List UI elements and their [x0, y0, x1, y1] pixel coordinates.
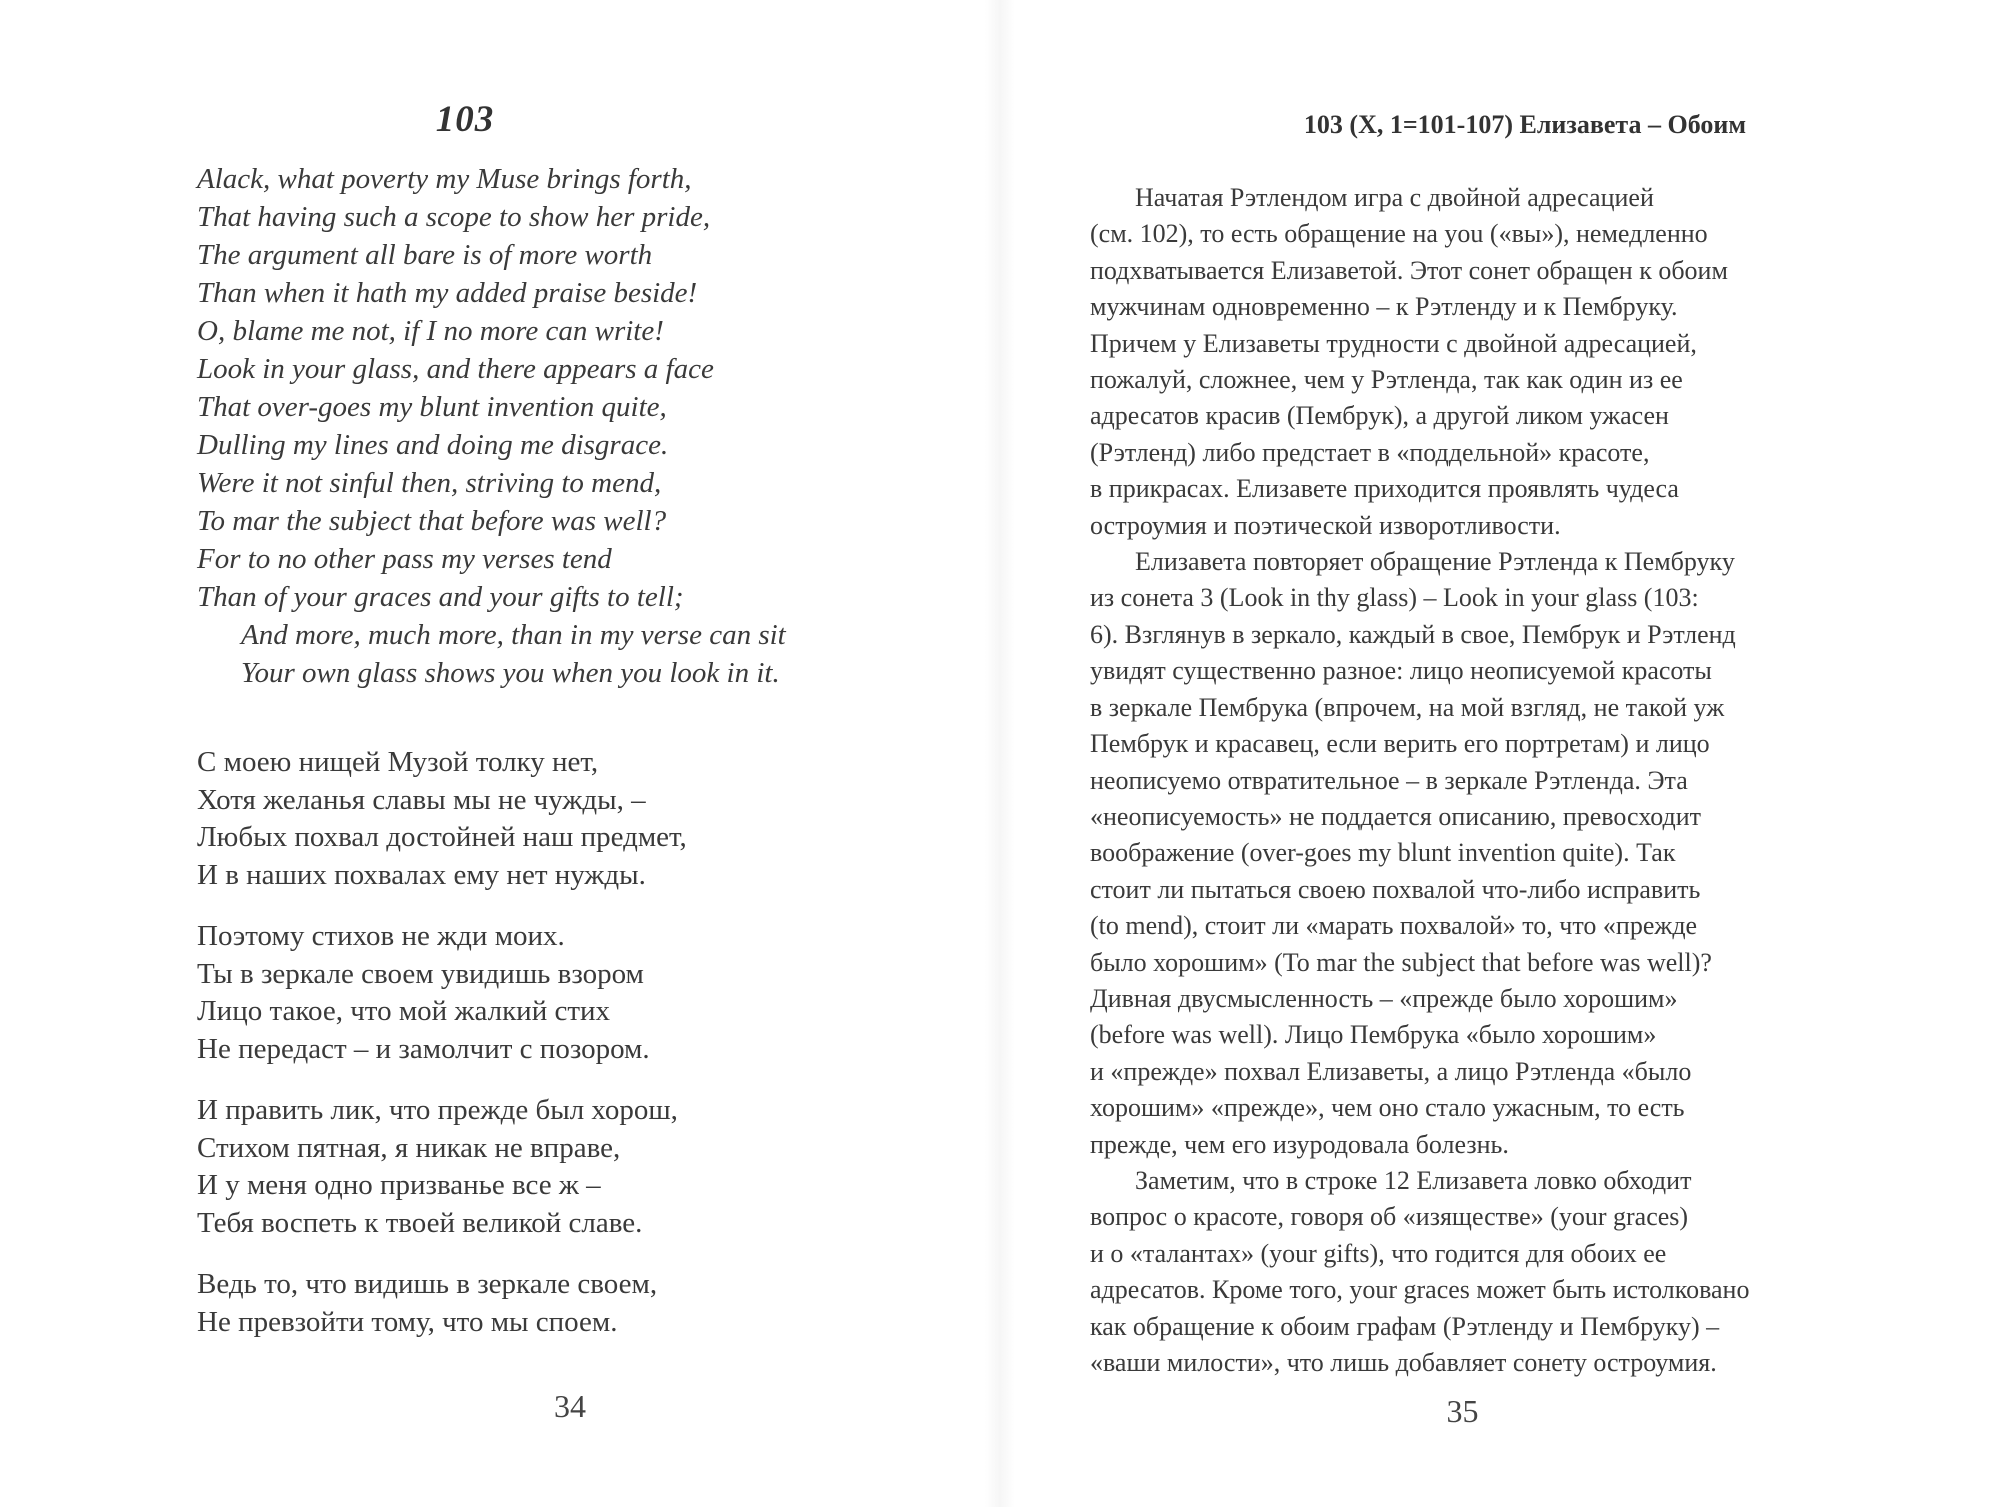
translation-stanza: [197, 918, 897, 1068]
poem-line: Alack, what poverty my Muse brings forth,: [197, 163, 692, 195]
commentary-line: Пембрук и красавец, если верить его портретам) и лицо: [1090, 729, 1710, 759]
commentary-line: 6). Взглянув в зеркало, каждый в свое, Пембрук и Рэтленд: [1090, 619, 1736, 649]
russian-translation: [197, 744, 897, 1365]
commentary-line: неописуемо отвратительное – в зеркале Рэтленда. Эта: [1090, 765, 1688, 795]
page-number-right: 35: [1446, 1393, 1479, 1429]
commentary-line: и «прежде» похвал Елизаветы, а лицо Рэтленда «было: [1090, 1056, 1692, 1086]
commentary-line: из сонета 3 (Look in thy glass) – Look in your glass (103:: [1090, 583, 1699, 613]
commentary-line: Начатая Рэтлендом игра с двойной адресацией: [1135, 183, 1654, 212]
commentary-line: Причем у Елизаветы трудности с двойной адресацией,: [1090, 328, 1697, 358]
poem-line: And more, much more, than in my verse can sit: [241, 619, 786, 651]
commentary-line: как обращение к обоим графам (Рэтленду и Пембруку) –: [1090, 1311, 1720, 1341]
commentary-line: (to mend), стоит ли «марать похвалой» то, что «прежде: [1090, 911, 1698, 941]
commentary-line: прежде, чем его изуродовала болезнь.: [1090, 1129, 1509, 1159]
translation-line: Не превзойти тому, что мы споем.: [197, 1305, 618, 1338]
commentary-line: «неописуемость» не поддается описанию, превосходит: [1090, 801, 1702, 831]
poem-line: Than when it hath my added praise beside!: [197, 277, 698, 309]
translation-line: Ты в зеркале своем увидишь взором: [197, 957, 644, 990]
poem-line: Than of your graces and your gifts to tell;: [197, 581, 684, 613]
commentary-line: воображение (over-goes my blunt invention quite). Так: [1090, 838, 1676, 868]
english-sonnet: [197, 160, 786, 692]
poem-line: For to no other pass my verses tend: [197, 543, 612, 575]
commentary-line: в прикрасах. Елизавете приходится проявлять чудеса: [1090, 474, 1679, 504]
commentary-line: в зеркале Пембрука (впрочем, на мой взгляд, не такой уж: [1090, 692, 1725, 722]
poem-line: Were it not sinful then, striving to mend,: [197, 467, 662, 499]
translation-line: Не передаст – и замолчит с позором.: [197, 1032, 650, 1065]
commentary-line: Заметим, что в строке 12 Елизавета ловко обходит: [1135, 1165, 1692, 1195]
sonnet-number: 103: [435, 99, 495, 140]
translation-line: Любых похвал достойней наш предмет,: [197, 821, 687, 853]
commentary-line: (before was well). Лицо Пембрука «было хорошим»: [1090, 1020, 1657, 1050]
commentary-line: «ваши милости», что лишь добавляет сонету остроумия.: [1090, 1348, 1717, 1377]
translation-line: Хотя желанья славы мы не чужды, –: [197, 783, 646, 816]
commentary-line: и о «талантах» (your gifts), что годится для обоих ее: [1090, 1238, 1667, 1268]
poem-line: That over-goes my blunt invention quite,: [197, 391, 667, 423]
commentary-line: пожалуй, сложнее, чем у Рэтленда, так как один из ее: [1090, 365, 1683, 395]
poem-line: The argument all bare is of more worth: [197, 239, 653, 271]
commentary-line: (Рэтленд) либо предстает в «поддельной» красоте,: [1090, 437, 1650, 467]
commentary-line: хорошим» «прежде», чем оно стало ужасным, то есть: [1090, 1093, 1685, 1123]
translation-stanza: [197, 744, 897, 894]
translation-line: Стихом пятная, я никак не вправе,: [197, 1131, 621, 1164]
translation-line: И у меня одно призванье все ж –: [197, 1169, 601, 1201]
poem-line: Your own glass shows you when you look in it.: [241, 657, 780, 689]
commentary-title: 103 (X, 1=101-107) Елизавета – Обоим: [1303, 110, 1747, 139]
poem-line: Dulling my lines and doing me disgrace.: [197, 429, 669, 461]
commentary-line: остроумия и поэтической изворотливости.: [1090, 510, 1561, 540]
translation-line: И в наших похвалах ему нет нужды.: [197, 858, 646, 891]
translation-stanza: [197, 1092, 897, 1242]
poem-line: Look in your glass, and there appears a face: [197, 353, 714, 385]
commentary-line: адресатов. Кроме того, your graces может быть истолковано: [1090, 1275, 1750, 1305]
commentary-line: адресатов красив (Пембрук), а другой ликом ужасен: [1090, 401, 1669, 431]
translation-line: Тебя воспеть к твоей великой славе.: [197, 1206, 643, 1239]
commentary-line: (см. 102), то есть обращение на you («вы»), немедленно: [1090, 219, 1708, 249]
commentary-line: подхватывается Елизаветой. Этот сонет обращен к обоим: [1090, 255, 1728, 285]
poem-line: That having such a scope to show her pride,: [197, 201, 711, 233]
translation-line: И править лик, что прежде был хорош,: [197, 1094, 678, 1126]
poem-line: To mar the subject that before was well?: [197, 505, 667, 537]
page-number-left: 34: [554, 1388, 586, 1424]
commentary-line: стоит ли пытаться своею похвалой что-либо исправить: [1090, 874, 1701, 904]
translation-stanza: [197, 1266, 897, 1341]
right-page: [1000, 0, 2000, 1507]
commentary-line: мужчинам одновременно – к Рэтленду и к Пембруку.: [1090, 292, 1678, 322]
commentary-line: Елизавета повторяет обращение Рэтленда к Пембруку: [1135, 547, 1735, 577]
commentary-line: Дивная двусмысленность – «прежде было хорошим»: [1090, 983, 1678, 1013]
commentary-line: вопрос о красоте, говоря об «изяществе» (your graces): [1090, 1202, 1689, 1232]
commentary-line: было хорошим» (To mar the subject that before was well)?: [1090, 947, 1712, 977]
translation-line: Поэтому стихов не жди моих.: [197, 920, 565, 952]
translation-line: С моею нищей Музой толку нет,: [197, 746, 599, 778]
commentary-text: [1090, 180, 1850, 1381]
poem-line: O, blame me not, if I no more can write!: [197, 315, 664, 347]
translation-line: Ведь то, что видишь в зеркале своем,: [197, 1268, 658, 1300]
translation-line: Лицо такое, что мой жалкий стих: [197, 995, 611, 1027]
commentary-line: увидят существенно разное: лицо неописуемой красоты: [1090, 656, 1712, 686]
